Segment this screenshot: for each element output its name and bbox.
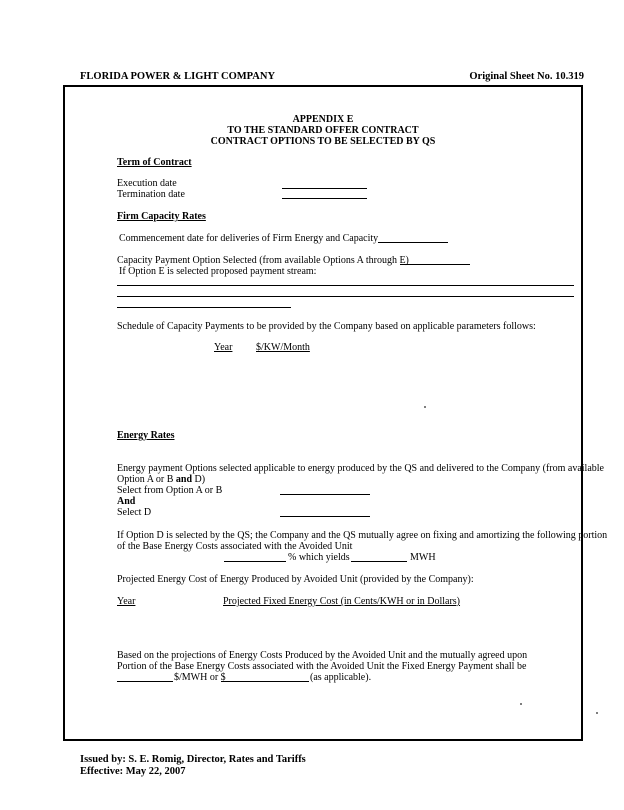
select-ab-label: Select from Option A or B xyxy=(117,485,223,496)
based-on-line-1: Based on the projections of Energy Costs Produced by the Avoided Unit and the mutually agreed upon xyxy=(117,650,528,661)
based-on-line-2: Portion of the Base Energy Costs associated with the Avoided Unit the Fixed Energy Payment shall be xyxy=(117,661,527,672)
commencement-field[interactable] xyxy=(378,242,448,243)
appendix-subtitle-2: CONTRACT OPTIONS TO BE SELECTED BY QS xyxy=(210,136,436,147)
percent-yields-label: % which yields xyxy=(288,552,350,563)
select-d-label: Select D xyxy=(117,507,152,518)
execution-date-label: Execution date xyxy=(117,178,177,189)
energy-options-line-1: Energy payment Options selected applicable to energy produced by the QS and delivered to the Company (from available xyxy=(117,463,604,474)
execution-date-field[interactable] xyxy=(282,188,367,189)
mwh-label: MWH xyxy=(410,552,436,563)
energy-options-post: D) xyxy=(192,474,206,485)
commencement-label: Commencement date for deliveries of Firm Energy and Capacity xyxy=(119,233,379,244)
issued-by: Issued by: S. E. Romig, Director, Rates and Tariffs xyxy=(80,754,306,765)
sheet-number: Original Sheet No. 10.319 xyxy=(469,71,584,82)
scan-speck xyxy=(520,703,522,705)
select-ab-field[interactable] xyxy=(280,494,370,495)
appendix-subtitle: TO THE STANDARD OFFER CONTRACT xyxy=(227,125,419,136)
schedule-label: Schedule of Capacity Payments to be provided by the Company based on applicable parameters follows: xyxy=(117,321,536,332)
mwh-rate-field[interactable] xyxy=(117,681,173,682)
energy-rates-heading: Energy Rates xyxy=(117,430,175,441)
energy-options-line-2 xyxy=(117,474,205,485)
termination-date-field[interactable] xyxy=(282,198,367,199)
payment-option-field[interactable] xyxy=(400,264,470,265)
and-label: And xyxy=(117,496,136,507)
option-d-line-2: of the Base Energy Costs associated with the Avoided Unit xyxy=(117,541,353,552)
energy-cost-header: Projected Fixed Energy Cost (in Cents/KWH or in Dollars) xyxy=(223,596,461,607)
payment-stream-line-1[interactable] xyxy=(117,285,574,286)
capacity-year-header: Year xyxy=(214,342,233,353)
mwh-or-label: $/MWH or $ xyxy=(174,672,226,683)
termination-date-label: Termination date xyxy=(117,189,185,200)
dollar-amount-field[interactable] xyxy=(221,681,309,682)
scan-speck xyxy=(424,406,426,408)
percent-field[interactable] xyxy=(224,561,286,562)
payment-stream-line-2[interactable] xyxy=(117,296,574,297)
energy-year-header: Year xyxy=(117,596,136,607)
option-e-label: If Option E is selected proposed payment stream: xyxy=(119,266,317,277)
as-applicable-label: (as applicable). xyxy=(310,672,372,683)
energy-options-pre: Option A or B xyxy=(117,474,176,485)
term-heading: Term of Contract xyxy=(117,157,192,168)
appendix-title: APPENDIX E xyxy=(292,114,354,125)
payment-option-label: Capacity Payment Option Selected (from available Options A through E) xyxy=(117,255,409,266)
option-d-line-1: If Option D is selected by the QS; the Company and the QS mutually agree on fixing and amortizing the following portion xyxy=(117,530,608,541)
mwh-field[interactable] xyxy=(351,561,407,562)
company-name: FLORIDA POWER & LIGHT COMPANY xyxy=(80,71,276,82)
effective-date: Effective: May 22, 2007 xyxy=(80,766,186,777)
scan-speck xyxy=(596,712,598,714)
firm-capacity-heading: Firm Capacity Rates xyxy=(117,211,206,222)
capacity-rate-header: $/KW/Month xyxy=(256,342,310,353)
select-d-field[interactable] xyxy=(280,516,370,517)
payment-stream-line-3[interactable] xyxy=(117,307,291,308)
projected-energy-label: Projected Energy Cost of Energy Produced by Avoided Unit (provided by the Company): xyxy=(117,574,474,585)
energy-options-and: and xyxy=(175,474,193,485)
